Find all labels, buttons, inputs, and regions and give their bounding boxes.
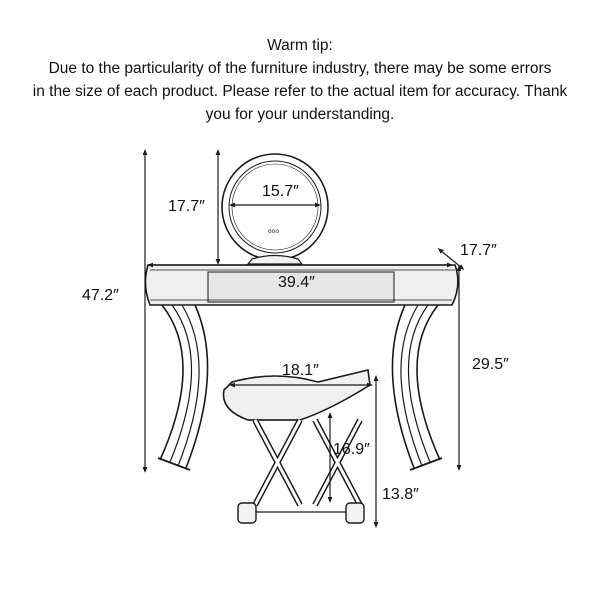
desk-depth-label: 17.7″ xyxy=(460,242,497,259)
desk-height-label: 29.5″ xyxy=(472,356,509,373)
overall-height-label: 47.2″ xyxy=(82,287,119,304)
warm-tip-line-1: Due to the particularity of the furniture industry, there may be some errors xyxy=(48,60,552,77)
warm-tip-line-3: you for your understanding. xyxy=(205,106,395,123)
warm-tip-line-2: in the size of each product. Please refer to the actual item for accuracy. Thank xyxy=(32,83,568,100)
stool-width-label: 18.1″ xyxy=(282,362,319,379)
svg-text:ooo: ooo xyxy=(268,228,280,235)
desk-width-label: 39.4″ xyxy=(278,274,315,291)
stool-height-label: 13.8″ xyxy=(382,486,419,503)
warm-tip-title: Warm tip: xyxy=(267,37,333,54)
mirror-height-label: 17.7″ xyxy=(168,198,205,215)
stool-depth-label: 16.9″ xyxy=(333,441,370,458)
mirror-width-label: 15.7″ xyxy=(262,183,299,200)
round-mirror xyxy=(222,154,328,264)
